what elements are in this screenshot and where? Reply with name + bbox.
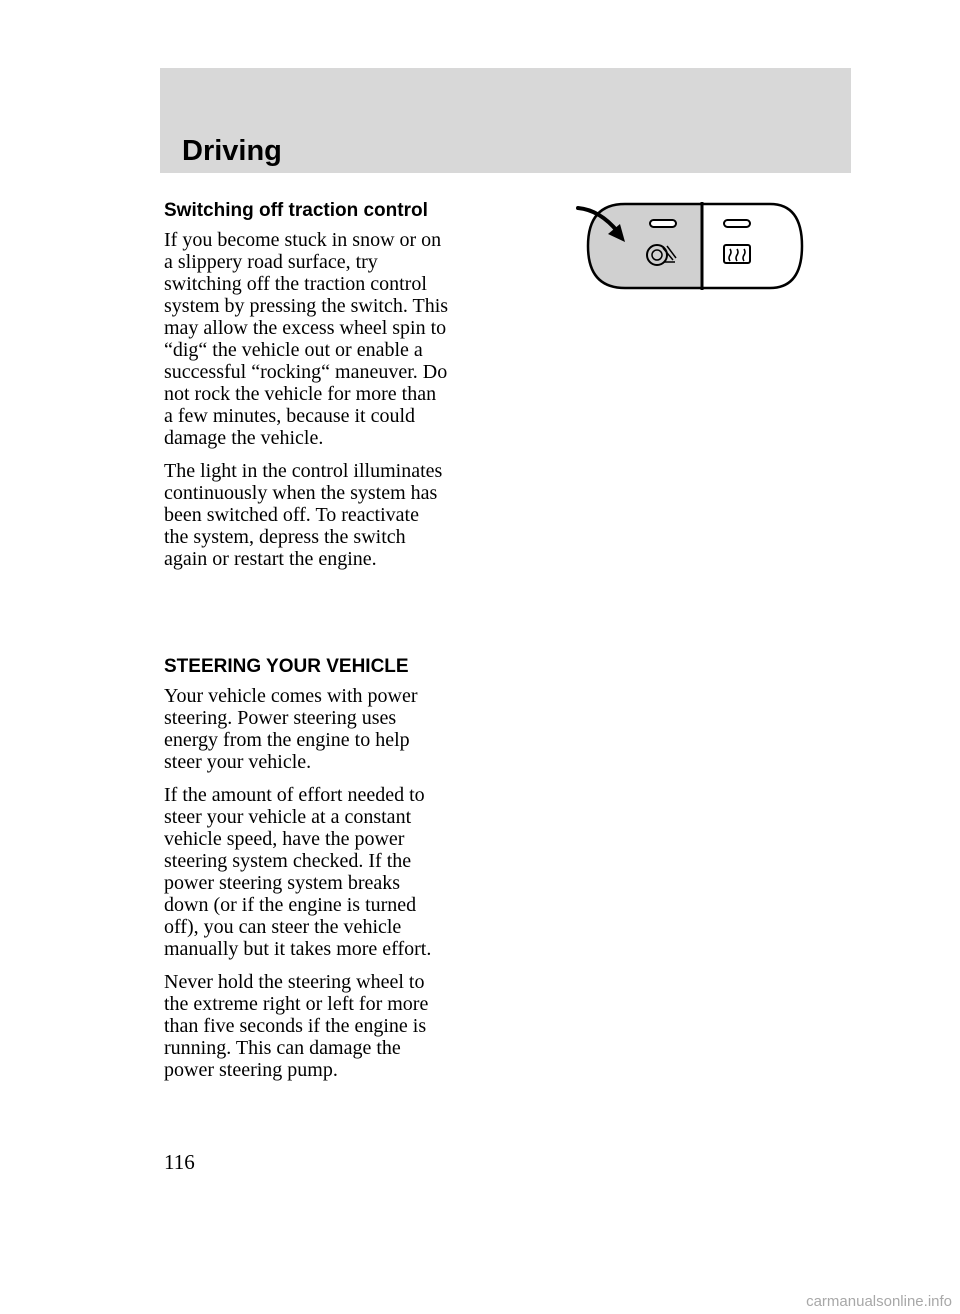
paragraph: [164, 460, 504, 570]
indicator-light-icon: [650, 220, 676, 227]
text-line: Never hold the steering wheel to: [164, 971, 425, 993]
text-line: running. This can damage the: [164, 1037, 401, 1059]
watermark: carmanualsonline.info: [806, 1293, 952, 1310]
text-line: manually but it takes more effort.: [164, 938, 432, 960]
text-line: the system, depress the switch: [164, 526, 406, 548]
steering-section: [164, 655, 504, 1092]
traction-control-heading: Switching off traction control: [164, 200, 428, 221]
text-line: steering system checked. If the: [164, 850, 412, 872]
text-line: damage the vehicle.: [164, 427, 324, 449]
text-line: energy from the engine to help: [164, 729, 410, 751]
text-line: a slippery road surface, try: [164, 251, 378, 273]
text-line: down (or if the engine is turned: [164, 894, 417, 916]
text-line: The light in the control illuminates: [164, 460, 443, 482]
text-line: continuously when the system has: [164, 482, 438, 504]
paragraph: [164, 685, 504, 773]
text-line: a few minutes, because it could: [164, 405, 416, 427]
text-line: successful “rocking“ maneuver. Do: [164, 361, 448, 383]
paragraph: [164, 784, 504, 960]
switch-diagram: [570, 196, 810, 296]
page-number: 116: [164, 1150, 195, 1174]
paragraph: [164, 229, 504, 449]
traction-control-section: [164, 199, 504, 581]
text-line: steer your vehicle at a constant: [164, 806, 412, 828]
text-line: not rock the vehicle for more than: [164, 383, 437, 405]
text-line: again or restart the engine.: [164, 548, 377, 570]
text-line: been switched off. To reactivate: [164, 504, 419, 526]
text-line: power steering system breaks: [164, 872, 401, 894]
text-line: system by pressing the switch. This: [164, 295, 449, 317]
text-line: off), you can steer the vehicle: [164, 916, 402, 938]
text-line: Your vehicle comes with power: [164, 685, 418, 707]
section-title: Driving: [182, 135, 282, 167]
text-line: steering. Power steering uses: [164, 707, 397, 729]
text-line: the extreme right or left for more: [164, 993, 429, 1015]
indicator-light-icon: [724, 220, 750, 227]
text-line: power steering pump.: [164, 1059, 338, 1081]
text-line: may allow the excess wheel spin to: [164, 317, 447, 339]
steering-heading: STEERING YOUR VEHICLE: [164, 656, 409, 677]
text-line: “dig“ the vehicle out or enable a: [164, 339, 423, 361]
text-line: than five seconds if the engine is: [164, 1015, 427, 1037]
text-line: vehicle speed, have the power: [164, 828, 405, 850]
paragraph: [164, 971, 504, 1081]
rear-defrost-switch: [702, 204, 802, 288]
text-line: switching off the traction control: [164, 273, 427, 295]
text-line: If the amount of effort needed to: [164, 784, 425, 806]
text-line: If you become stuck in snow or on: [164, 229, 442, 251]
traction-control-switch: [588, 204, 702, 288]
text-line: steer your vehicle.: [164, 751, 312, 773]
